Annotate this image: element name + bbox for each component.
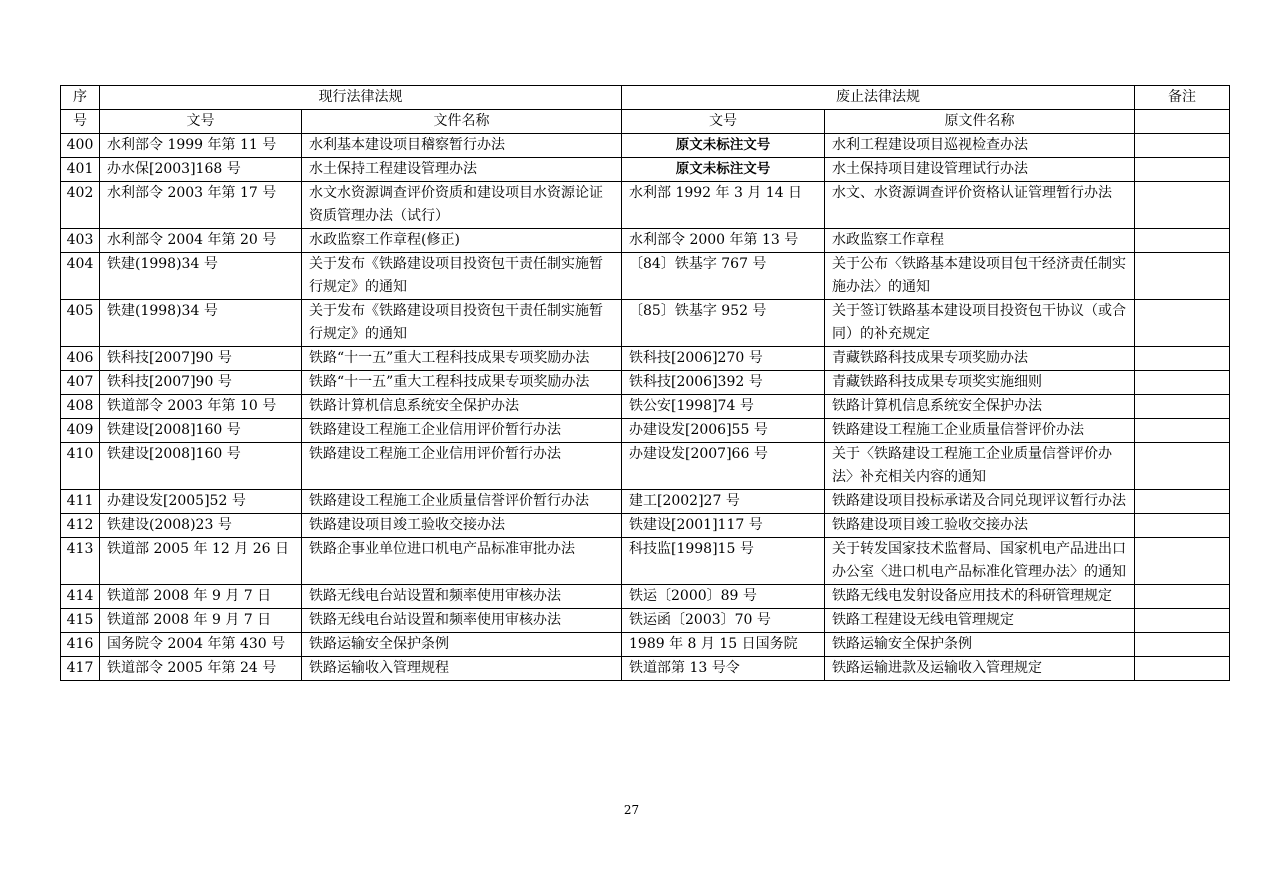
header-row-bottom — [61, 110, 1230, 134]
table-row — [61, 538, 1230, 585]
remarks-cell — [1135, 395, 1230, 419]
seq-cell: 410 — [61, 443, 100, 490]
remarks-cell — [1135, 347, 1230, 371]
current-laws-header: 现行法律法规 — [100, 86, 622, 110]
abolished-doc-no-cell: 1989 年 8 月 15 日国务院 — [622, 633, 825, 657]
table-row — [61, 657, 1230, 681]
original-file-name-cell: 铁路运输进款及运输收入管理规定 — [825, 657, 1135, 681]
table-row — [61, 419, 1230, 443]
page-number: 27 — [623, 803, 640, 817]
current-file-name-cell: 铁路企事业单位进口机电产品标准审批办法 — [302, 538, 622, 585]
seq-cell: 413 — [61, 538, 100, 585]
abolished-doc-no-cell: 原文未标注文号 — [622, 134, 825, 158]
abolished-doc-no-cell: 铁运函〔2003〕70 号 — [622, 609, 825, 633]
abolished-doc-no-header: 文号 — [622, 110, 825, 134]
original-file-name-cell: 青藏铁路科技成果专项奖实施细则 — [825, 371, 1135, 395]
abolished-doc-no-cell: 办建设发[2007]66 号 — [622, 443, 825, 490]
current-file-name-cell: 铁路运输安全保护条例 — [302, 633, 622, 657]
current-doc-no-cell: 铁道部 2008 年 9 月 7 日 — [100, 609, 302, 633]
current-file-name-cell: 铁路无线电台站设置和频率使用审核办法 — [302, 585, 622, 609]
original-file-name-cell: 青藏铁路科技成果专项奖励办法 — [825, 347, 1135, 371]
seq-cell: 416 — [61, 633, 100, 657]
table-row — [61, 585, 1230, 609]
remarks-cell — [1135, 657, 1230, 681]
table-row — [61, 609, 1230, 633]
remarks-cell — [1135, 229, 1230, 253]
table-row — [61, 633, 1230, 657]
current-doc-no-cell: 铁建(1998)34 号 — [100, 300, 302, 347]
current-doc-no-cell: 铁道部令 2005 年第 24 号 — [100, 657, 302, 681]
table-body — [61, 134, 1230, 681]
original-file-name-cell: 关于转发国家技术监督局、国家机电产品进出口办公室〈进口机电产品标准化管理办法〉的通知 — [825, 538, 1135, 585]
table-row — [61, 300, 1230, 347]
abolished-doc-no-cell: 铁道部第 13 号令 — [622, 657, 825, 681]
remarks-cell — [1135, 443, 1230, 490]
table-row — [61, 347, 1230, 371]
abolished-doc-no-cell: 铁公安[1998]74 号 — [622, 395, 825, 419]
current-doc-no-cell: 铁道部 2008 年 9 月 7 日 — [100, 585, 302, 609]
remarks-cell — [1135, 633, 1230, 657]
remarks-cell — [1135, 158, 1230, 182]
seq-cell: 412 — [61, 514, 100, 538]
seq-cell: 403 — [61, 229, 100, 253]
table-row — [61, 253, 1230, 300]
current-file-name-cell: 水土保持工程建设管理办法 — [302, 158, 622, 182]
seq-header-bottom: 号 — [61, 110, 100, 134]
original-file-name-cell: 铁路运输安全保护条例 — [825, 633, 1135, 657]
original-file-name-cell: 关于签订铁路基本建设项目投资包干协议（或合同）的补充规定 — [825, 300, 1135, 347]
original-file-name-header: 原文件名称 — [825, 110, 1135, 134]
file-name-header: 文件名称 — [302, 110, 622, 134]
remarks-cell — [1135, 300, 1230, 347]
current-doc-no-cell: 水利部令 2004 年第 20 号 — [100, 229, 302, 253]
current-doc-no-cell: 铁建设[2008]160 号 — [100, 419, 302, 443]
abolished-doc-no-cell: 铁运〔2000〕89 号 — [622, 585, 825, 609]
current-file-name-cell: 水利基本建设项目稽察暂行办法 — [302, 134, 622, 158]
remarks-cell — [1135, 538, 1230, 585]
abolished-doc-no-cell: 〔85〕铁基字 952 号 — [622, 300, 825, 347]
current-doc-no-cell: 铁建(1998)34 号 — [100, 253, 302, 300]
current-doc-no-cell: 铁科技[2007]90 号 — [100, 347, 302, 371]
abolished-doc-no-cell: 建工[2002]27 号 — [622, 490, 825, 514]
seq-cell: 406 — [61, 347, 100, 371]
remarks-cell — [1135, 182, 1230, 229]
seq-cell: 401 — [61, 158, 100, 182]
current-file-name-cell: 铁路运输收入管理规程 — [302, 657, 622, 681]
original-file-name-cell: 铁路工程建设无线电管理规定 — [825, 609, 1135, 633]
remarks-cell — [1135, 253, 1230, 300]
remarks-cell — [1135, 585, 1230, 609]
current-file-name-cell: 铁路建设工程施工企业信用评价暂行办法 — [302, 419, 622, 443]
seq-cell: 405 — [61, 300, 100, 347]
seq-cell: 402 — [61, 182, 100, 229]
current-doc-no-cell: 办建设发[2005]52 号 — [100, 490, 302, 514]
seq-header-top: 序 — [61, 86, 100, 110]
seq-cell: 400 — [61, 134, 100, 158]
current-doc-no-cell: 国务院令 2004 年第 430 号 — [100, 633, 302, 657]
original-file-name-cell: 水土保持项目建设管理试行办法 — [825, 158, 1135, 182]
original-file-name-cell: 水利工程建设项目巡视检查办法 — [825, 134, 1135, 158]
current-doc-no-cell: 水利部令 2003 年第 17 号 — [100, 182, 302, 229]
original-file-name-cell: 铁路建设项目投标承诺及合同兑现评议暂行办法 — [825, 490, 1135, 514]
seq-cell: 409 — [61, 419, 100, 443]
abolished-doc-no-cell: 水利部 1992 年 3 月 14 日 — [622, 182, 825, 229]
abolished-doc-no-cell: 水利部令 2000 年第 13 号 — [622, 229, 825, 253]
current-file-name-cell: 铁路建设项目竣工验收交接办法 — [302, 514, 622, 538]
seq-cell: 414 — [61, 585, 100, 609]
current-file-name-cell: 铁路建设工程施工企业信用评价暂行办法 — [302, 443, 622, 490]
abolished-doc-no-cell: 原文未标注文号 — [622, 158, 825, 182]
current-doc-no-cell: 铁道部令 2003 年第 10 号 — [100, 395, 302, 419]
table-row — [61, 443, 1230, 490]
abolished-doc-no-cell: 铁建设[2001]117 号 — [622, 514, 825, 538]
seq-cell: 404 — [61, 253, 100, 300]
remarks-cell — [1135, 419, 1230, 443]
seq-cell: 407 — [61, 371, 100, 395]
remarks-header: 备注 — [1135, 86, 1230, 110]
current-file-name-cell: 关于发布《铁路建设项目投资包干责任制实施暂行规定》的通知 — [302, 300, 622, 347]
table-row — [61, 371, 1230, 395]
original-file-name-cell: 铁路计算机信息系统安全保护办法 — [825, 395, 1135, 419]
original-file-name-cell: 铁路无线电发射设备应用技术的科研管理规定 — [825, 585, 1135, 609]
current-doc-no-cell: 铁道部 2005 年 12 月 26 日 — [100, 538, 302, 585]
remarks-cell — [1135, 134, 1230, 158]
header-row-top — [61, 86, 1230, 110]
current-doc-no-cell: 铁建设(2008)23 号 — [100, 514, 302, 538]
remarks-cell — [1135, 371, 1230, 395]
current-doc-no-cell: 铁科技[2007]90 号 — [100, 371, 302, 395]
current-file-name-cell: 铁路“十一五”重大工程科技成果专项奖励办法 — [302, 347, 622, 371]
current-file-name-cell: 铁路计算机信息系统安全保护办法 — [302, 395, 622, 419]
current-file-name-cell: 水文水资源调查评价资质和建设项目水资源论证资质管理办法（试行） — [302, 182, 622, 229]
remarks-cell — [1135, 490, 1230, 514]
abolished-laws-header: 废止法律法规 — [622, 86, 1135, 110]
table-row — [61, 182, 1230, 229]
current-file-name-cell: 铁路“十一五”重大工程科技成果专项奖励办法 — [302, 371, 622, 395]
current-file-name-cell: 水政监察工作章程(修正) — [302, 229, 622, 253]
seq-cell: 415 — [61, 609, 100, 633]
current-file-name-cell: 关于发布《铁路建设项目投资包干责任制实施暂行规定》的通知 — [302, 253, 622, 300]
table-row — [61, 134, 1230, 158]
table-row — [61, 514, 1230, 538]
remarks-header-blank — [1135, 110, 1230, 134]
remarks-cell — [1135, 514, 1230, 538]
abolished-doc-no-cell: 科技监[1998]15 号 — [622, 538, 825, 585]
abolished-doc-no-cell: 铁科技[2006]392 号 — [622, 371, 825, 395]
current-file-name-cell: 铁路建设工程施工企业质量信誉评价暂行办法 — [302, 490, 622, 514]
seq-cell: 411 — [61, 490, 100, 514]
regulations-table — [60, 85, 1230, 681]
original-file-name-cell: 铁路建设工程施工企业质量信誉评价办法 — [825, 419, 1135, 443]
original-file-name-cell: 水文、水资源调查评价资格认证管理暂行办法 — [825, 182, 1135, 229]
doc-no-header: 文号 — [100, 110, 302, 134]
original-file-name-cell: 水政监察工作章程 — [825, 229, 1135, 253]
original-file-name-cell: 关于〈铁路建设工程施工企业质量信誉评价办法〉补充相关内容的通知 — [825, 443, 1135, 490]
seq-cell: 408 — [61, 395, 100, 419]
current-file-name-cell: 铁路无线电台站设置和频率使用审核办法 — [302, 609, 622, 633]
remarks-cell — [1135, 609, 1230, 633]
seq-cell: 417 — [61, 657, 100, 681]
current-doc-no-cell: 铁建设[2008]160 号 — [100, 443, 302, 490]
original-file-name-cell: 关于公布〈铁路基本建设项目包干经济责任制实施办法〉的通知 — [825, 253, 1135, 300]
table-row — [61, 395, 1230, 419]
abolished-doc-no-cell: 办建设发[2006]55 号 — [622, 419, 825, 443]
current-doc-no-cell: 办水保[2003]168 号 — [100, 158, 302, 182]
original-file-name-cell: 铁路建设项目竣工验收交接办法 — [825, 514, 1135, 538]
table-header — [61, 86, 1230, 134]
table-row — [61, 490, 1230, 514]
table-row — [61, 158, 1230, 182]
table-row — [61, 229, 1230, 253]
abolished-doc-no-cell: 铁科技[2006]270 号 — [622, 347, 825, 371]
abolished-doc-no-cell: 〔84〕铁基字 767 号 — [622, 253, 825, 300]
current-doc-no-cell: 水利部令 1999 年第 11 号 — [100, 134, 302, 158]
